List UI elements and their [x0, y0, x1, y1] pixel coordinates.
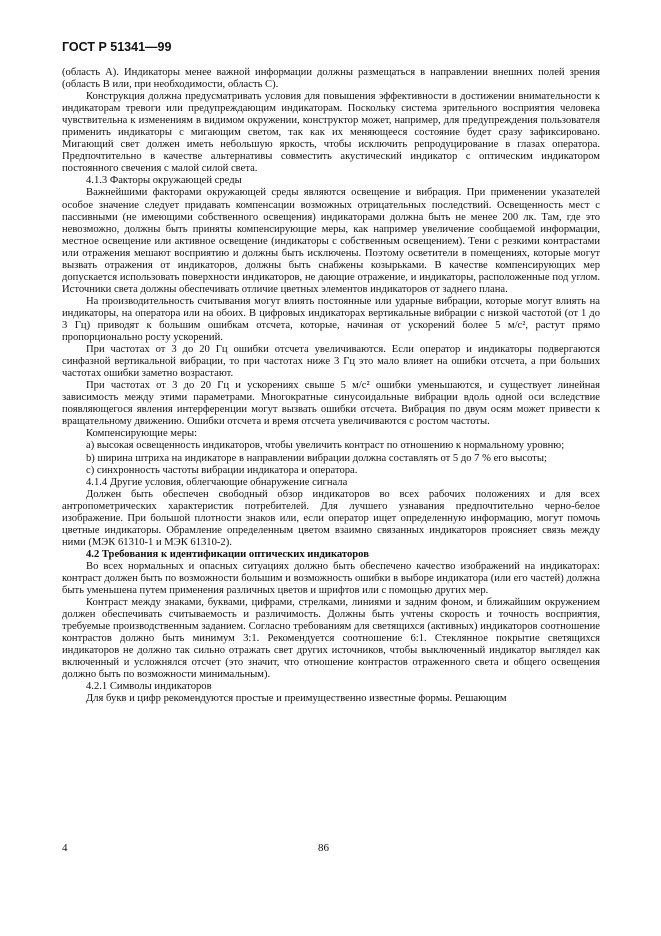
- document-header: ГОСТ Р 51341—99: [62, 40, 172, 54]
- paragraph: При частотах от 3 до 20 Гц ошибки отсчета увеличиваются. Если оператор и индикаторы подвергаются синфазной вертикальной вибрации, то при частотах ниже 3 Гц это мало влияет на ошибки отсчета, а при больших частотах ошибки заметно возрастают.: [62, 344, 600, 380]
- paragraph: Компенсирующие меры:: [86, 428, 198, 440]
- paragraph: (область A). Индикаторы менее важной информации должны размещаться в направлении внешних полей зрения (область B или, при необходимости, область C).: [62, 67, 600, 91]
- section-heading-bold: 4.2 Требования к идентификации оптических индикаторов: [86, 548, 369, 560]
- paragraph: Во всех нормальных и опасных ситуациях должно быть обеспечено качество изображений на индикаторах: контраст должен быть по возможности большим и возможность ошибки в выборе индикатора (или его частей) должна быть уменьшена путем применения различных цветов и шрифтов или с помощью других мер.: [62, 560, 600, 597]
- section-heading: 4.1.3 Факторы окружающей среды: [86, 175, 242, 187]
- section-heading: 4.1.4 Другие условия, облегчающие обнаружение сигнала: [86, 476, 348, 488]
- paragraph: Контраст между знаками, буквами, цифрами, стрелками, линиями и задним фоном, и ближайшим окружением должен обеспечивать считываемость и различимость. Должны быть учтены скорость и точность восприятия, требуемые производственным заданием. Согласно требованиям для светящихся (активных) индикаторов соотношение контрастов должно быть минимум 3:1. Рекомендуется соотношение 6:1. Стеклянное покрытие светящихся индикаторов не должно так сильно отражать свет других источников, чтобы выключенный индикатор выглядел как включенный и усложнялся отсчет (это значит, что отношение контрастов отраженного света и общего освещения должно быть по возможности минимальным).: [62, 597, 600, 681]
- paragraph: Важнейшими факторами окружающей среды являются освещение и вибрация. При применении указателей особое значение следует придавать компенсации возможных отрицательных последствий. Освещенность мест с пассивными (не имеющими собственного освещения) индикаторами должна быть не менее 200 лк. Там, где это невозможно, должны быть приняты компенсирующие меры, как например увеличение сообщаемой информации, местное освещение или активное освещение (индикаторы с собственным освещением). Тени с резкими контрастами или отражения мешают восприятию и должны быть исключены. Поэтому осветители в помещениях, которые могут вызвать отражения от индикаторов, должны быть снабжены козырьками. В качестве компенсирующих мер допускается использовать поверхности индикаторов, не дающие отражение, и индикаторы, расположенные под углом. Источники света должны обеспечивать отличие цветных элементов индикаторов от заднего плана.: [62, 187, 600, 295]
- list-item: c) синхронность частоты вибрации индикатора и оператора.: [86, 464, 358, 476]
- paragraph: При частотах от 3 до 20 Гц и ускорениях свыше 5 м/с² ошибки уменьшаются, и существует линейная зависимость между этими параметрами. Многократные синусоидальные вибрации вдоль одной оси вследствие появляющегося явления интерференции могут вызвать ошибки отсчета. Вибрация по двум осям может привести к вращательному движению. Ошибки отсчета и время отсчета увеличиваются с ростом частоты.: [62, 380, 600, 428]
- paragraph: Должен быть обеспечен свободный обзор индикаторов во всех рабочих положениях и для всех антропометрических характеристик потребителей. Для лучшего узнавания предпочтительно черно-белое изображение. При большой плотности знаков или, если оператор ищет определенную информацию, могут помочь цветные индикаторы. Обрамление определенным цветом взаимно связанных индикаторов проясняет связь между ними (МЭК 61310-1 и МЭК 61310-2).: [62, 488, 600, 548]
- section-heading: 4.2.1 Символы индикаторов: [86, 681, 212, 693]
- paragraph: Для букв и цифр рекомендуются простые и преимущественно известные формы. Решающим: [86, 693, 507, 705]
- list-item: a) высокая освещенность индикаторов, чтобы увеличить контраст по отношению к нормальному уровню;: [86, 440, 565, 452]
- page-number-center: 86: [318, 842, 329, 854]
- paragraph: На производительность считывания могут влиять постоянные или ударные вибрации, которые могут влиять на индикаторы, на оператора или на обоих. В цифровых индикаторах вертикальные вибрации с низкой частотой (от 1 до 3 Гц) приводят к большим ошибкам отсчета, которые, начиная от ускорений более 5 м/с², растут прямо пропорционально росту ускорений.: [62, 295, 600, 344]
- page-number-left: 4: [62, 842, 68, 854]
- document-body: [62, 67, 600, 705]
- paragraph: Конструкция должна предусматривать условия для повышения эффективности в достижении внимательности к индикаторам тревоги или предупреждающим индикаторам. Поскольку система зрительного восприятия человека чувствительна к изменениям в видимом окружении, конструктор может, например, для предупреждения пользователя применить индикаторы с мигающим светом, так как их меняющееся состояние будет сразу зафиксировано. Мигающий свет должен иметь небольшую яркость, чтобы исключить репродуцирование в глазах оператора. Предпочтительно в качестве альтернативы совместить акустический индикатор с оптическим индикатором постоянного свечения с малой силой света.: [62, 91, 600, 175]
- list-item: b) ширина штриха на индикаторе в направлении вибрации должна составлять от 5 до 7 % его высоты;: [86, 452, 547, 464]
